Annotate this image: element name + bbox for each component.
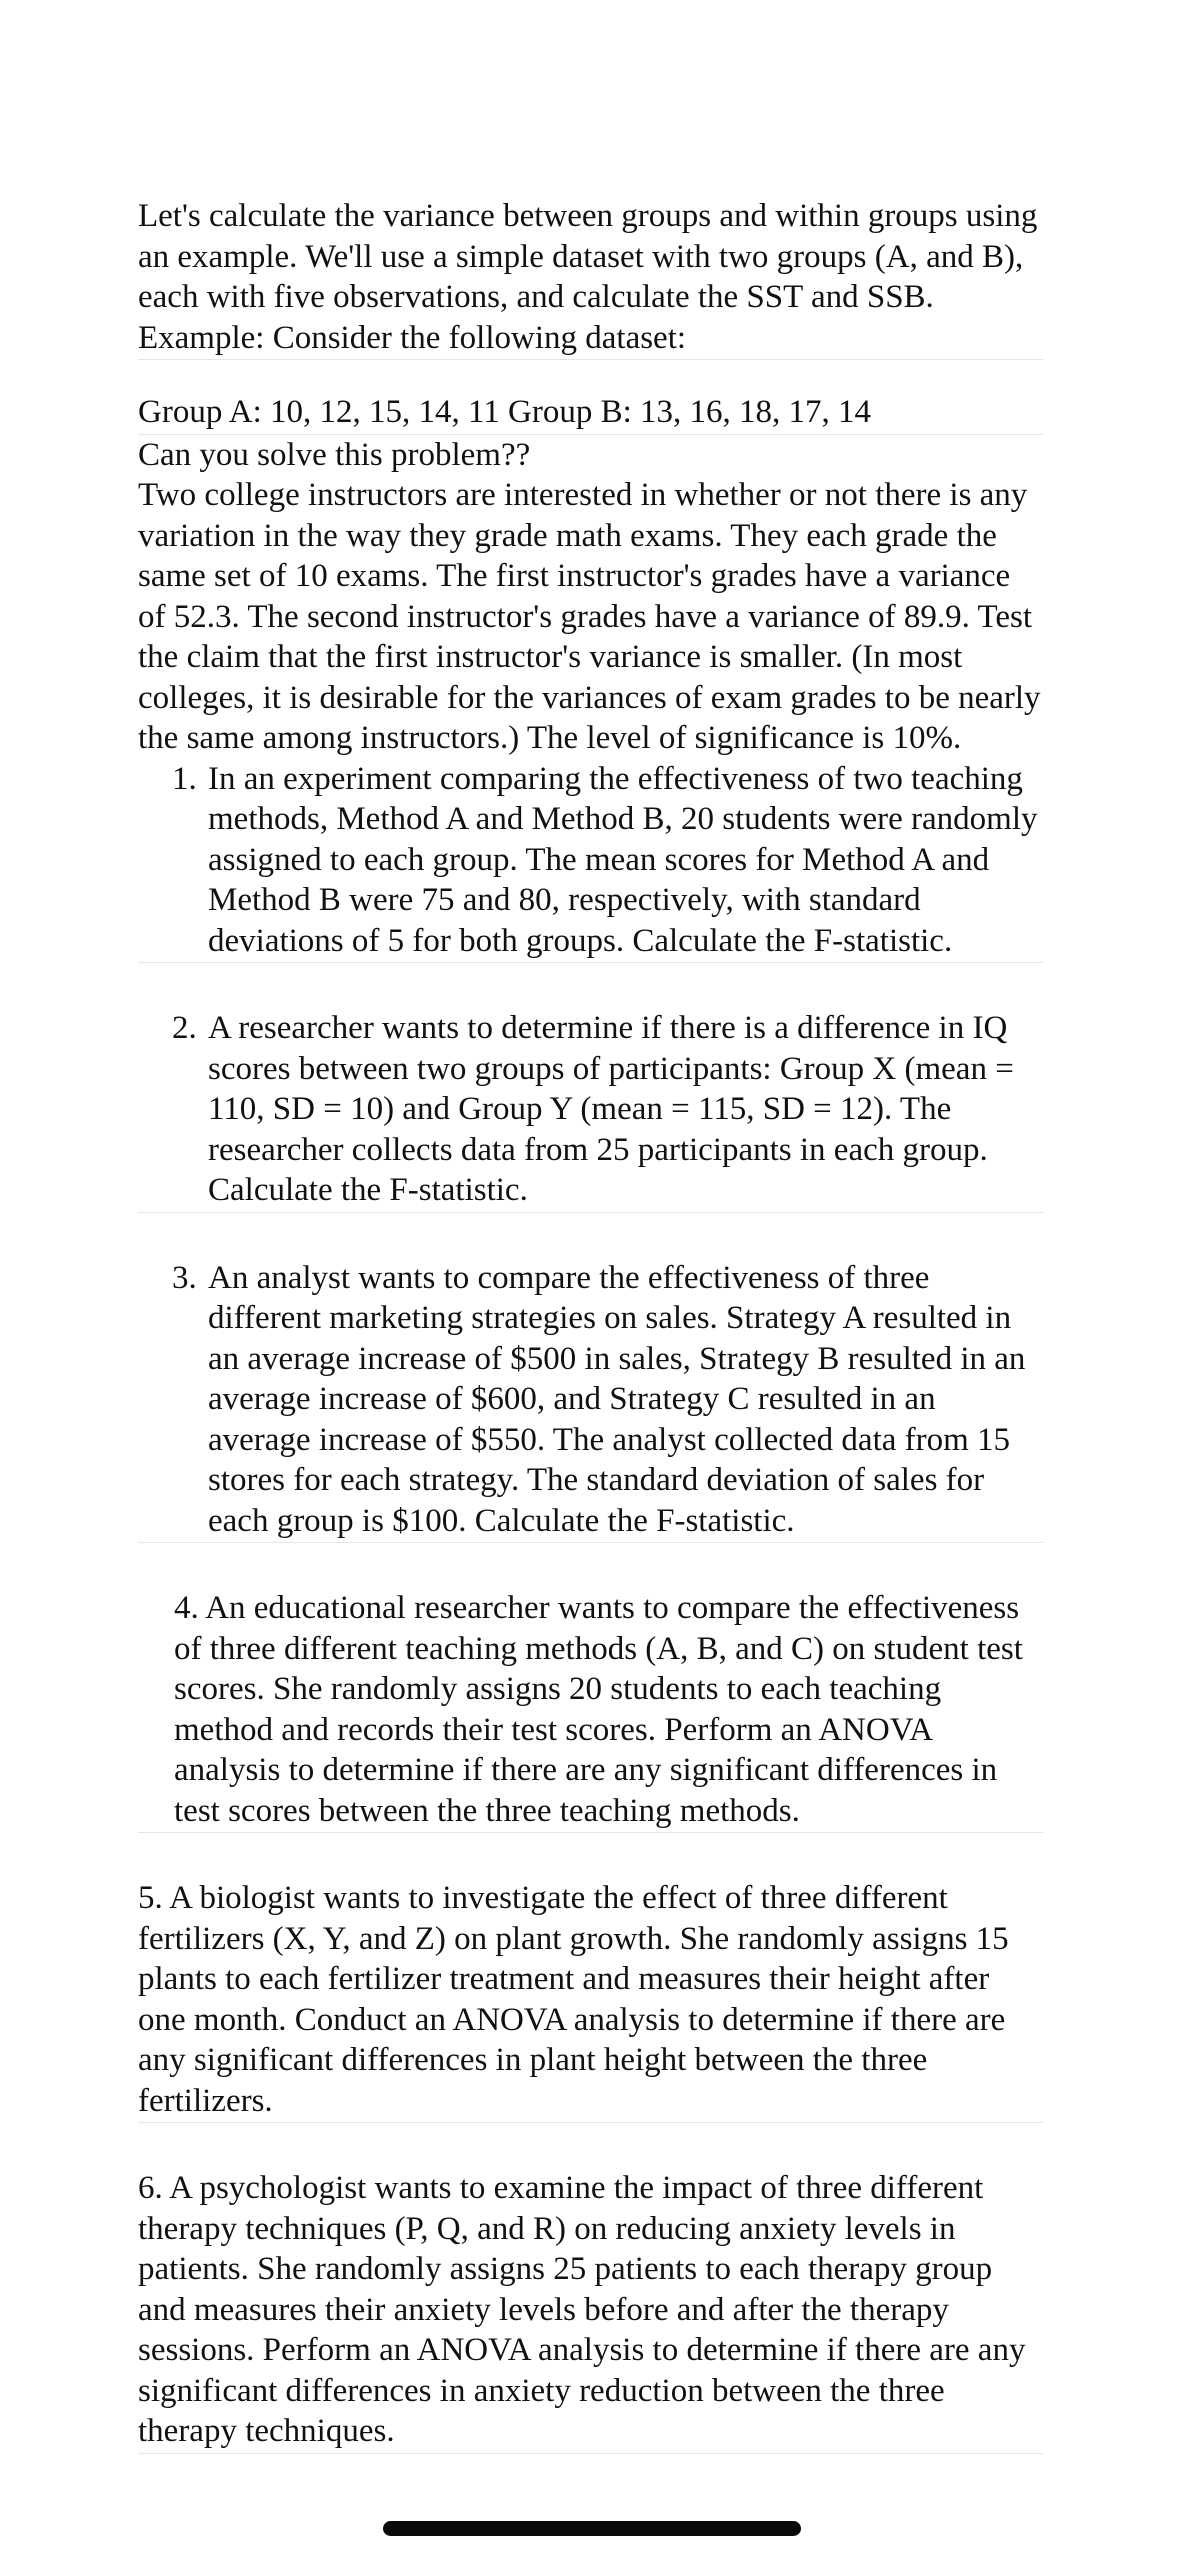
list-item <box>138 759 1044 964</box>
spacer <box>138 1833 1044 1878</box>
list-item-number: 3. <box>172 1259 197 1296</box>
problem-5-paragraph: 5. A biologist wants to investigate the effect of three different fertilizers (X, Y, and Z) on plant growth. She randomly assigns 15 plants to each fertilizer treatment and measures their height after one month. Conduct an ANOVA analysis to determine if there are any significant differences in plant height between the three fertilizers. <box>138 1878 1044 2123</box>
dataset-paragraph: Group A: 10, 12, 15, 14, 11 Group B: 13, 16, 18, 17, 14 <box>138 392 1044 435</box>
question-prompt: Can you solve this problem?? <box>138 436 531 473</box>
spacer <box>138 1543 1044 1588</box>
list-item <box>138 1008 1044 1213</box>
list-item-text: In an experiment comparing the effectiveness of two teaching methods, Method A and Method B, 20 students were randomly assigned to each group. The mean scores for Method A and Method B were 75 and 80, respectively, with standard deviations of 5 for both groups. Calculate the F-statistic. <box>208 760 1038 959</box>
spacer <box>138 2123 1044 2168</box>
list-item-text: A researcher wants to determine if there is a difference in IQ scores between two groups of participants: Group X (mean = 110, SD = 10) and Group Y (mean = 115, SD = 12). The researcher collects data from 25 participants in each group. Calculate the F-statistic. <box>208 1010 1014 1208</box>
intro-paragraph: Let's calculate the variance between groups and within groups using an example. We'll use a simple dataset with two groups (A, and B), each with five observations, and calculate the SST and SSB. Example: Consider the following dataset: <box>138 196 1044 360</box>
problem-6-paragraph: 6. A psychologist wants to examine the impact of three different therapy techniques (P, Q, and R) on reducing anxiety levels in patients. She randomly assigns 25 patients to each therapy group and measures their anxiety levels before and after the therapy sessions. Perform an ANOVA analysis to determine if there are any significant differences in anxiety reduction between the three therapy techniques. <box>138 2168 1044 2454</box>
list-item-number: 2. <box>172 1010 197 1046</box>
list-item-text: An analyst wants to compare the effectiveness of three different marketing strategies on sales. Strategy A resulted in an average increase of $500 in sales, Strategy B resulted in an average increase of $600, and Strategy C resulted in an average increase of $550. The analyst collected data from 15 stores for each strategy. The standard deviation of sales for each group is $100. Calculate the F-statistic. <box>208 1259 1026 1539</box>
list-item <box>138 1258 1044 1544</box>
spacer <box>138 1213 1044 1258</box>
problem-list <box>138 759 1044 1544</box>
problem-4-paragraph: 4. An educational researcher wants to compare the effectiveness of three different teaching methods (A, B, and C) on student test scores. She randomly assigns 20 students to each teaching method and records their test scores. Perform an ANOVA analysis to determine if there are any significant differences in test scores between the three teaching methods. <box>138 1588 1044 1833</box>
spacer <box>138 360 1044 392</box>
list-item-number: 1. <box>172 760 197 797</box>
instructor-problem-paragraph: Two college instructors are interested in whether or not there is any variation in the way they grade math exams. They each grade the same set of 10 exams. The first instructor's grades have a variance of 52.3. The second instructor's grades have a variance of 89.9. Test the claim that the first instructor's variance is smaller. (In most colleges, it is desirable for the variances of exam grades to be nearly the same among instructors.) The level of significance is 10%. <box>138 477 1041 756</box>
document-body <box>138 196 1044 2454</box>
home-indicator[interactable] <box>383 2521 801 2536</box>
spacer <box>138 963 1044 1008</box>
